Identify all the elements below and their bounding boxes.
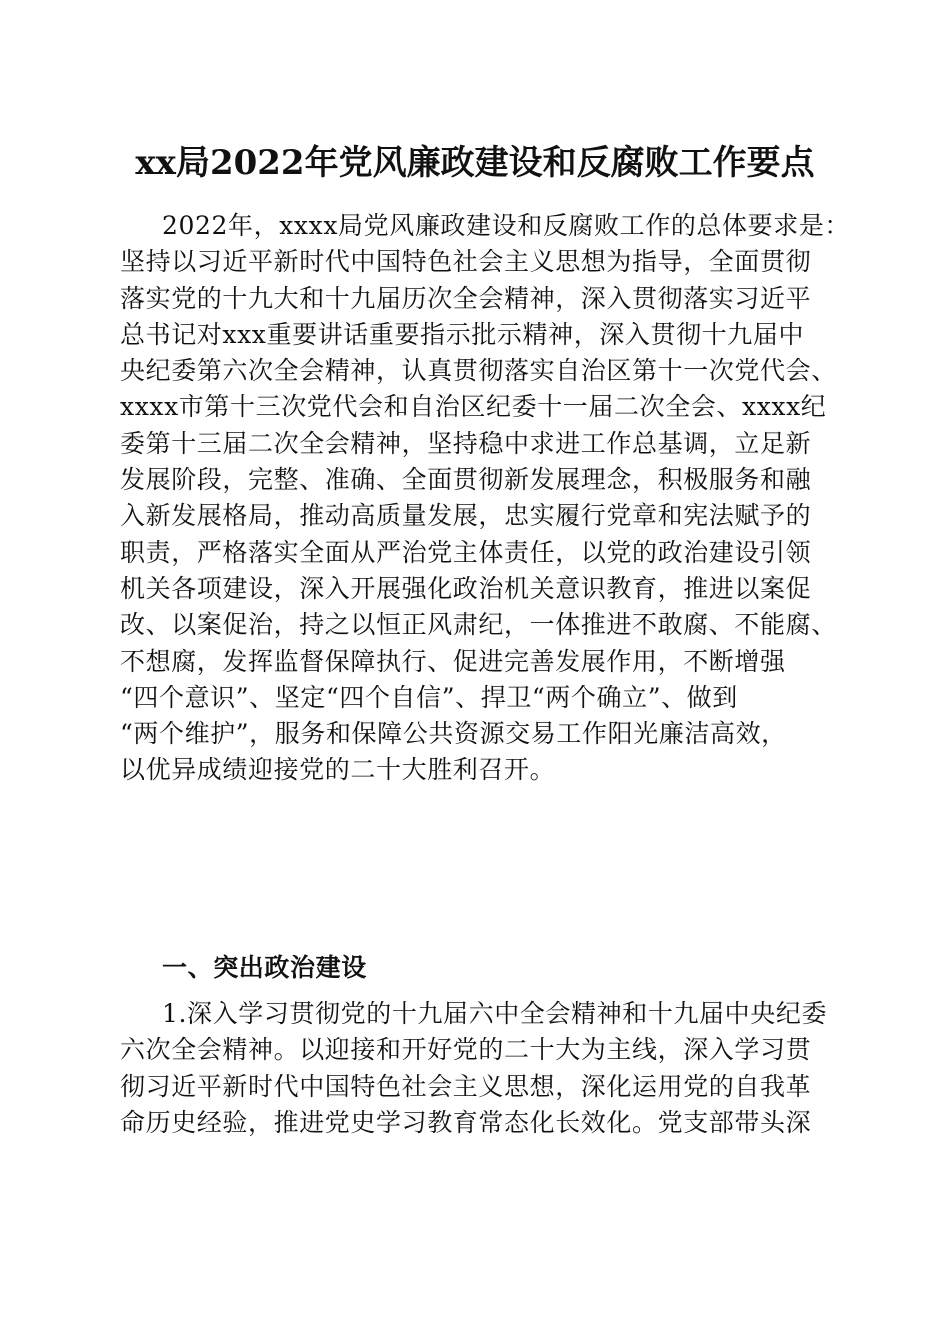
paragraph-line: “四个意识”、坚定“四个自信”、捍卫“两个确立”、做到: [120, 682, 738, 712]
paragraph-line: 以优异成绩迎接党的二十大胜利召开。: [120, 755, 556, 785]
paragraph-line: 总书记对xxx重要讲话重要指示批示精神，深入贯彻十九届中: [120, 319, 805, 349]
paragraph-line: 落实党的十九大和十九届历次全会精神，深入贯彻落实习近平: [120, 283, 812, 313]
paragraph-line: 命历史经验，推进党史学习教育常态化长效化。党支部带头深: [120, 1107, 812, 1137]
paragraph-line: 央纪委第六次全会精神，认真贯彻落实自治区第十一次党代会、: [120, 356, 837, 386]
paragraph-line: 委第十三届二次全会精神，坚持稳中求进工作总基调，立足新: [120, 428, 812, 458]
paragraph-line: 坚持以习近平新时代中国特色社会主义思想为指导，全面贯彻: [120, 247, 812, 277]
paragraph-line: 改、以案促治，持之以恒正风肃纪，一体推进不敢腐、不能腐、: [120, 610, 837, 640]
document-title: xx局2022年党风廉政建设和反腐败工作要点: [135, 143, 815, 183]
paragraph-line: 入新发展格局，推动高质量发展，忠实履行党章和宪法赋予的: [120, 501, 812, 531]
paragraph-line: 2022年，xxxx局党风廉政建设和反腐败工作的总体要求是：: [162, 211, 851, 240]
paragraph-line: 发展阶段，完整、准确、全面贯彻新发展理念，积极服务和融: [120, 465, 812, 495]
paragraph-line: 不想腐，发挥监督保障执行、促进完善发展作用，不断增强: [120, 646, 786, 676]
paragraph-line: 机关各项建设，深入开展强化政治机关意识教育，推进以案促: [120, 573, 812, 603]
paragraph-line: “两个维护”，服务和保障公共资源交易工作阳光廉洁高效，: [120, 719, 787, 749]
intro-paragraph: [120, 208, 851, 789]
paragraph-line: 1.深入学习贯彻党的十九届六中全会精神和十九届中央纪委: [162, 999, 828, 1028]
paragraph-line: 职责，严格落实全面从严治党主体责任，以党的政治建设引领: [120, 537, 812, 567]
section-heading: 一、突出政治建设: [162, 953, 367, 982]
paragraph-line: 彻习近平新时代中国特色社会主义思想，深化运用党的自我革: [120, 1071, 812, 1101]
paragraph-line: 六次全会精神。以迎接和开好党的二十大为主线，深入学习贯: [120, 1035, 812, 1065]
item1-paragraph: [120, 996, 830, 1141]
paragraph-line: xxxx市第十三次党代会和自治区纪委十一届二次全会、xxxx纪: [120, 392, 827, 422]
